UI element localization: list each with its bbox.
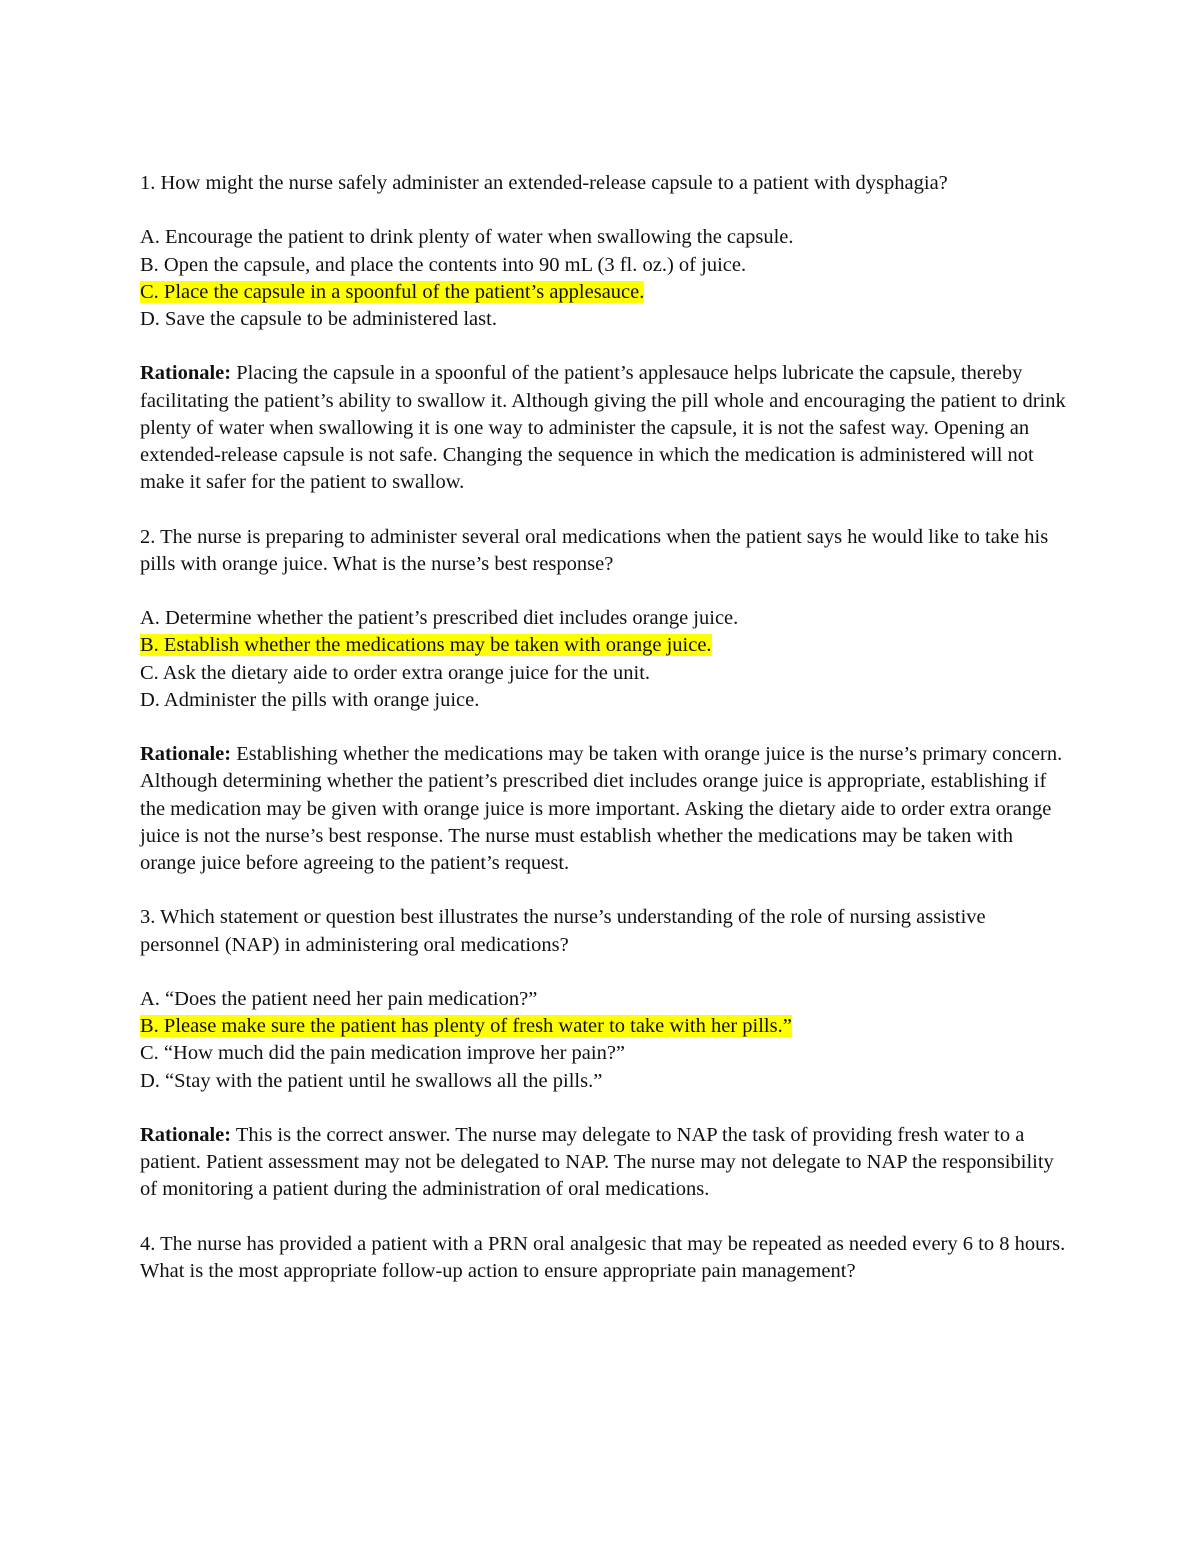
rationale-text: Establishing whether the medications may be taken with orange juice is the nurse’s primary concern. Although determining whether the patient’s prescribed diet includes orange juice is appropriate, establishing if the medication may be given with orange juice is more important. Asking the dietary aide to order extra orange juice is not the nurse’s best response. The nurse must establish whether the medications may be taken with orange juice before agreeing to the patient’s request. (140, 743, 1063, 874)
question-4 (140, 1231, 1070, 1285)
question-stem: 3. Which statement or question best illustrates the nurse’s understanding of the role of nursing assistive personnel (NAP) in administering oral medications? (140, 906, 986, 956)
question-stem: 4. The nurse has provided a patient with a PRN oral analgesic that may be repeated as needed every 6 to 8 hours. What is the most appropriate follow-up action to ensure appropriate pain management? (140, 1232, 1066, 1282)
answer-option-b-highlighted: B. Establish whether the medications may be taken with orange juice. (140, 634, 712, 657)
rationale (140, 360, 1070, 496)
answer-option-c-highlighted: C. Place the capsule in a spoonful of the patient’s applesauce. (140, 280, 645, 303)
answer-options (140, 224, 1070, 333)
question-3 (140, 904, 1070, 1203)
question-stem: 1. How might the nurse safely administer an extended-release capsule to a patient with dysphagia? (140, 172, 948, 194)
document-page (140, 170, 1070, 1312)
question-2 (140, 524, 1070, 878)
answer-option-a: A. Encourage the patient to drink plenty of water when swallowing the capsule. (140, 226, 794, 249)
answer-option-d: D. Save the capsule to be administered last. (140, 308, 497, 330)
answer-option-b: B. Open the capsule, and place the contents into 90 mL (3 fl. oz.) of juice. (140, 253, 747, 276)
answer-option-a: A. “Does the patient need her pain medication?” (140, 987, 538, 1010)
rationale (140, 1122, 1070, 1204)
rationale-label: Rationale: (140, 743, 232, 766)
answer-option-d: D. Administer the pills with orange juice. (140, 688, 480, 711)
rationale-text: Placing the capsule in a spoonful of the patient’s applesauce helps lubricate the capsule, thereby facilitating the patient’s ability to swallow it. Although giving the pill whole and encouraging the patient to drink plenty of water when swallowing it is one way to administer the capsule, it is not the safest way. Opening an extended-release capsule is not safe. Changing the sequence in which the medication is administered will not make it safer for the patient to swallow. (140, 362, 1066, 494)
rationale-label: Rationale: (140, 362, 232, 385)
answer-option-b-highlighted: B. Please make sure the patient has plenty of fresh water to take with her pills.” (140, 1015, 792, 1038)
answer-option-a: A. Determine whether the patient’s prescribed diet includes orange juice. (140, 607, 739, 630)
answer-options (140, 986, 1070, 1095)
answer-options (140, 605, 1070, 714)
question-1 (140, 170, 1070, 496)
answer-option-c: C. “How much did the pain medication improve her pain?” (140, 1042, 626, 1065)
rationale-label: Rationale: (140, 1123, 232, 1146)
rationale-text: This is the correct answer. The nurse may delegate to NAP the task of providing fresh water to a patient. Patient assessment may not be delegated to NAP. The nurse may not delegate to NAP the responsibility of monitoring a patient during the administration of oral medications. (140, 1123, 1054, 1201)
answer-option-c: C. Ask the dietary aide to order extra orange juice for the unit. (140, 661, 651, 684)
answer-option-d: D. “Stay with the patient until he swallows all the pills.” (140, 1069, 603, 1092)
question-stem: 2. The nurse is preparing to administer several oral medications when the patient says he would like to take his pills with orange juice. What is the nurse’s best response? (140, 525, 1049, 575)
rationale (140, 741, 1070, 877)
